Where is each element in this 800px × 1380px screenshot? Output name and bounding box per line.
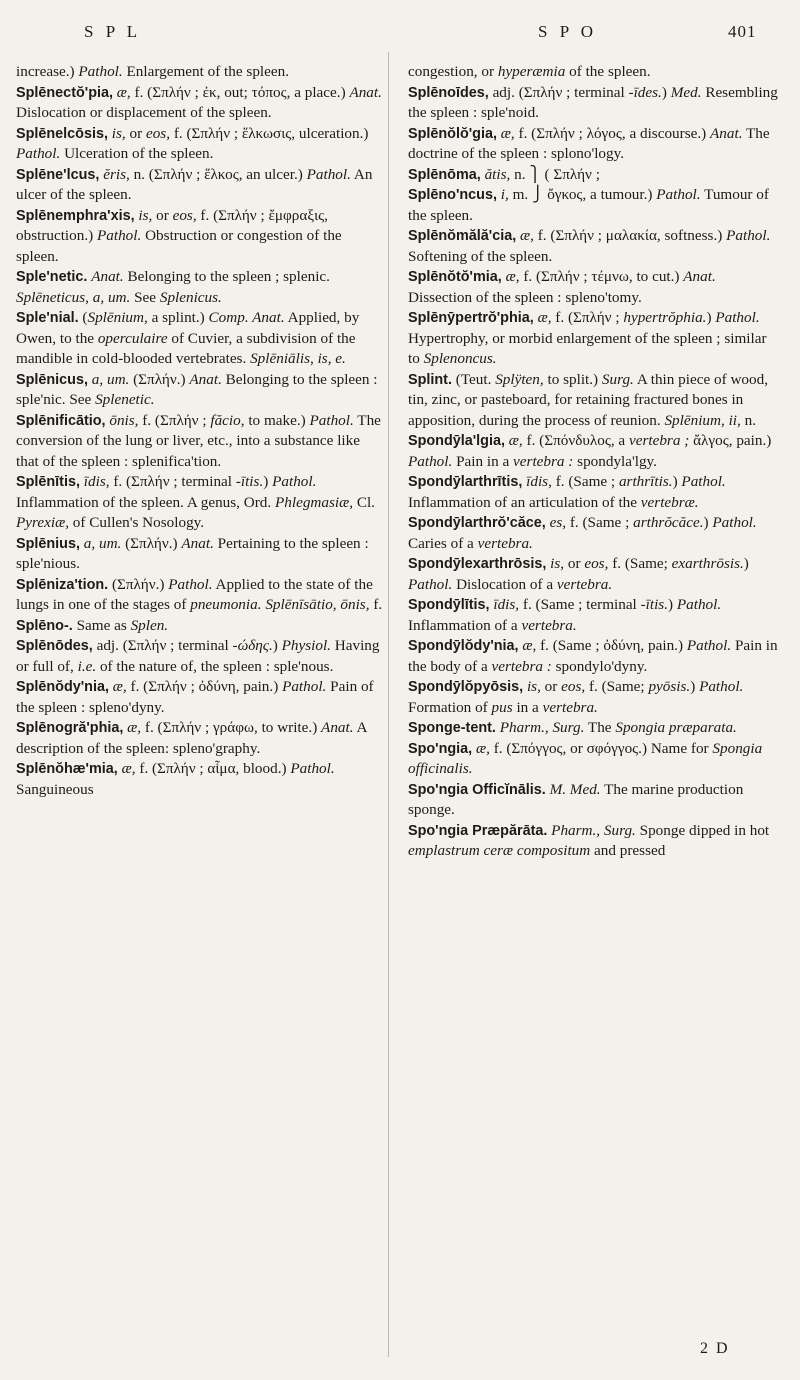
italic-text: æ, <box>127 719 142 736</box>
italic-text: arthrītis. <box>618 473 673 490</box>
headword: Splēnōma, <box>408 166 481 183</box>
dictionary-entry <box>16 677 384 718</box>
entry-text: ) <box>703 514 713 531</box>
italic-text: æ, <box>116 83 131 101</box>
entry-text: The <box>584 719 616 736</box>
right-column <box>408 62 780 862</box>
italic-text: eos, <box>145 124 171 142</box>
headword: Splint. <box>408 371 452 388</box>
italic-text: æ, <box>505 268 520 285</box>
entry-text: (Σπλήν.) <box>121 534 182 552</box>
entry-text: f. (Σπλήν ; μαλακία, softness.) <box>533 227 727 244</box>
entry-text: ( <box>78 309 88 326</box>
italic-text: a, um. <box>91 370 130 388</box>
italic-text: Pathol. <box>699 678 744 695</box>
italic-text: Splen. <box>130 616 169 634</box>
entry-text: f. (Same ; ὀδύνη, pain.) <box>536 637 687 654</box>
entry-text: The marine production sponge. <box>408 780 744 818</box>
entry-text: f. (Σπλήν ; τέμνω, to cut.) <box>519 268 684 285</box>
italic-text: Pathol. <box>272 473 317 490</box>
italic-text: -ītis. <box>640 596 669 613</box>
dictionary-entry <box>16 411 384 473</box>
entry-text: f. (Same ; <box>551 473 619 490</box>
dictionary-entry <box>16 534 384 575</box>
italic-text: is, <box>526 678 541 695</box>
entry-text: Pain in a <box>452 452 514 470</box>
italic-text: īdis, <box>526 473 552 490</box>
header-right: S P O <box>538 22 598 41</box>
italic-text: Pathol. <box>408 452 453 470</box>
entry-text: f. (Same ; <box>566 514 634 531</box>
headword: Splēnemphra'xis, <box>16 207 135 224</box>
italic-text: æ, <box>121 760 136 777</box>
italic-text: Anat. <box>91 268 124 285</box>
headword: Spondȳlŏdy'nia, <box>408 638 519 654</box>
italic-text: īdis, <box>493 596 520 613</box>
headword: Spondȳlexarthrōsis, <box>408 556 547 572</box>
italic-text: -īdes. <box>628 83 662 101</box>
running-header <box>0 22 800 52</box>
italic-text: vertebræ. <box>640 493 699 511</box>
dictionary-entry <box>16 636 384 677</box>
entry-text: spondylo'dyny. <box>551 657 648 675</box>
entry-text: (Σπλήν.) <box>129 370 190 388</box>
italic-text: hypertrŏphia. <box>623 309 707 326</box>
italic-text: Pharm., Surg. <box>551 821 636 839</box>
italic-text: Splēnīsātio, ōnis, <box>265 596 370 613</box>
headword: Spo'ngia Officĭnālis. <box>408 781 546 798</box>
italic-text: pus <box>491 698 513 716</box>
entry-text: Inflammation of an articulation of the <box>408 493 641 511</box>
headword: Splēnȳpertrŏ'phia, <box>408 310 534 326</box>
dictionary-entry <box>16 267 384 308</box>
entry-text: Resembling the spleen : sple'noid. <box>408 83 778 121</box>
italic-text: Pathol. <box>282 678 327 695</box>
entry-text: ἄλγος, pain.) <box>689 432 772 449</box>
italic-text: eos, <box>584 555 609 572</box>
entry-text: f. (Σπλήν ; αἷμα, blood.) <box>135 760 291 777</box>
entry-text: The conversion of the lung or liver, etc., into a substance like that of the spleen : splenifica'tion. <box>16 411 381 470</box>
headword: Splēnicus, <box>16 371 88 388</box>
entry-text: Ulceration of the spleen. <box>60 145 214 162</box>
dictionary-entry <box>16 124 384 165</box>
italic-text: pneumonia. <box>190 596 262 613</box>
headword: Splēnŏhæ'mia, <box>16 761 118 777</box>
italic-text: ătis, <box>484 165 511 183</box>
dictionary-entry <box>16 165 384 206</box>
italic-text: Med. <box>670 83 702 101</box>
italic-text: Spongia præparata. <box>615 719 737 736</box>
dictionary-entry <box>408 780 780 821</box>
entry-text: f. (Σπλήν ; ἕλκωσις, ulceration.) <box>170 124 369 142</box>
entry-text: Pertaining to the spleen : sple'nious. <box>16 534 369 572</box>
entry-text: (Σπλήν.) <box>108 575 169 593</box>
italic-text: vertebra : <box>513 452 574 470</box>
dictionary-entry <box>16 718 384 759</box>
headword: Splēnogră'phia, <box>16 720 124 736</box>
signature-mark: 2 D <box>700 1340 730 1357</box>
italic-text: Pathol. <box>16 145 61 162</box>
entry-text: ) <box>690 678 700 695</box>
italic-text: emplastrum ceræ compositum <box>408 842 591 859</box>
italic-text: Pyrexiæ, <box>16 514 69 531</box>
italic-text: Anat. <box>189 370 222 388</box>
headword: Spondȳlarthrŏ'căce, <box>408 515 546 531</box>
dictionary-entry <box>408 636 780 677</box>
entry-text: An ulcer of the spleen. <box>16 165 373 203</box>
entry-text: Caries of a <box>408 534 478 552</box>
italic-text: Pathol. <box>306 165 351 183</box>
italic-text: vertebra. <box>556 575 613 593</box>
italic-text: vertebra : <box>491 657 552 675</box>
italic-text: vertebra ; <box>628 432 690 449</box>
italic-text: făcio, <box>210 411 245 429</box>
italic-text: Anat. <box>710 124 743 142</box>
italic-text: Pathol. <box>712 514 757 531</box>
entry-text: Having or full of, <box>16 637 380 675</box>
entry-text: of the spleen. <box>565 63 651 80</box>
italic-text: Anat. <box>321 719 354 736</box>
entry-text: f. (Σπλήν ; terminal <box>109 473 236 490</box>
italic-text: Pathol. <box>309 411 354 429</box>
headword: Splēnōdes, <box>16 638 93 654</box>
entry-text: ) <box>263 473 273 490</box>
italic-text: æ, <box>508 432 523 449</box>
headword: Sponge-tent. <box>408 720 496 736</box>
entry-text: f. (Σπλήν ; γράφω, to write.) <box>141 719 322 736</box>
entry-text: ) <box>661 83 671 101</box>
italic-text: Pathol. <box>686 637 732 654</box>
dictionary-entry <box>408 513 780 554</box>
entry-text: increase.) <box>16 63 79 80</box>
headword: Splēnŏdy'nia, <box>16 679 109 695</box>
italic-text: Splÿten, <box>495 370 544 388</box>
italic-text: operculaire <box>97 329 168 347</box>
headword: Splēnītis, <box>16 474 80 490</box>
entry-text: Sanguineous <box>16 780 94 798</box>
entry-text: f. <box>369 596 383 613</box>
dictionary-entry <box>408 62 780 83</box>
entry-text: (Teut. <box>451 370 496 388</box>
italic-text: is, <box>550 555 565 572</box>
entry-text: or <box>125 124 146 142</box>
entry-text: Dislocation of a <box>452 575 557 593</box>
dictionary-entry <box>16 83 384 124</box>
italic-text: Comp. Anat. <box>208 309 285 326</box>
italic-text: i, <box>500 186 509 203</box>
dictionary-entry <box>408 267 780 308</box>
italic-text: pyōsis. <box>648 678 691 695</box>
entry-text: Dissection of the spleen : spleno'tomy. <box>408 288 642 306</box>
headword: Splēnoīdes, <box>408 84 489 101</box>
italic-text: a, um. <box>83 534 122 552</box>
headword: Spondȳlarthrītis, <box>408 474 523 490</box>
italic-text: Pathol. <box>676 596 722 613</box>
italic-text: is, <box>138 206 153 224</box>
entry-text: Enlargement of the spleen. <box>122 63 290 80</box>
header-left: S P L <box>84 22 142 41</box>
dictionary-entry <box>408 226 780 267</box>
headword: Splēno-. <box>16 617 73 634</box>
entry-text: spondyla'lgy. <box>573 452 657 470</box>
headword: Splēnius, <box>16 535 80 552</box>
headword: Spondȳla'lgia, <box>408 433 505 449</box>
headword: Splēne'lcus, <box>16 166 100 183</box>
entry-text: ) <box>668 596 677 613</box>
italic-text: eos, <box>172 206 197 224</box>
italic-text: Pathol. <box>715 309 760 326</box>
entry-text: ) <box>272 637 282 654</box>
italic-text: Pathol. <box>168 575 213 593</box>
italic-text: Pathol. <box>97 227 142 244</box>
entry-text: adj. (Σπλήν ; terminal <box>92 637 233 654</box>
italic-text: exarthrōsis. <box>671 555 744 572</box>
entry-text: ) <box>672 473 682 490</box>
italic-text: Splēnium, <box>87 309 148 326</box>
italic-text: æ, <box>522 637 537 654</box>
headword: Splēno'ncus, <box>408 187 497 203</box>
italic-text: Splēneticus, a, um. <box>16 288 131 306</box>
entry-text: Same as <box>72 616 131 634</box>
entry-text: The doctrine of the spleen : splono'logy. <box>408 124 770 162</box>
entry-text: adj. (Σπλήν ; terminal <box>488 83 629 101</box>
entry-text: Tumour of the spleen. <box>408 186 769 224</box>
italic-text: Pathol. <box>656 186 701 203</box>
italic-text: Anat. <box>349 83 382 101</box>
italic-text: es, <box>549 514 567 531</box>
italic-text: vertebra. <box>521 616 577 634</box>
dictionary-entry <box>408 83 780 124</box>
dictionary-entry <box>16 759 384 800</box>
entry-text: n. (Σπλήν ; ἕλκος, an ulcer.) <box>129 165 307 183</box>
entry-text: Dislocation or displacement of the spleen. <box>16 104 272 121</box>
entry-text: Inflammation of the spleen. A genus, Ord. <box>16 493 275 511</box>
italic-text: ĕris, <box>103 165 130 183</box>
entry-text: Hypertrophy, or morbid enlargement of the spleen ; similar to <box>408 329 767 367</box>
entry-text: f. (Same; <box>608 555 672 572</box>
italic-text: æ, <box>537 309 552 326</box>
headword: Splēnŏtŏ'mia, <box>408 269 502 285</box>
entry-text: Formation of <box>408 698 492 716</box>
entry-text: Obstruction or congestion of the spleen. <box>16 227 342 265</box>
entry-text: or <box>540 678 562 695</box>
italic-text: æ, <box>520 227 534 244</box>
entry-text: Sponge dipped in hot <box>635 821 770 839</box>
italic-text: Anat. <box>181 534 214 552</box>
entry-text: Inflammation of a <box>408 616 522 634</box>
italic-text: Splenicus. <box>159 288 222 306</box>
entry-text: ) <box>706 309 716 326</box>
entry-text: to split.) <box>543 370 602 388</box>
headword: Sple'nial. <box>16 310 79 326</box>
dictionary-entry <box>408 124 780 165</box>
italic-text: æ, <box>475 739 490 757</box>
entry-text: f. (Σπλήν ; ὀδύνη, pain.) <box>126 678 283 695</box>
dictionary-entry <box>16 472 384 534</box>
italic-text: Phlegmasiæ, <box>274 493 354 511</box>
dictionary-entry <box>408 739 780 780</box>
italic-text: vertebra. <box>477 534 533 552</box>
italic-text: -ītis. <box>235 473 264 490</box>
dictionary-entry <box>16 616 384 637</box>
entry-text: to make.) <box>244 411 310 429</box>
entry-text: f. (Same ; terminal <box>519 596 641 613</box>
entry-text: Pain in the body of a <box>408 637 778 675</box>
italic-text: Splēnium, ii, <box>664 411 741 429</box>
entry-text: a splint.) <box>147 309 209 326</box>
italic-text: īdis, <box>83 473 110 490</box>
entry-text: of Cuvier, a subdivision of the mandible in cold-blooded vertebrates. <box>16 329 356 367</box>
entry-text: n. <box>740 411 756 429</box>
entry-text: of Cullen's Nosology. <box>69 514 205 531</box>
page-number: 401 <box>728 22 757 41</box>
entry-text: A description of the spleen: spleno'graphy. <box>16 719 367 757</box>
italic-text: Surg. <box>601 370 634 388</box>
italic-text: Anat. <box>683 268 716 285</box>
entry-text: m. ⎭ ὄγκος, a tumour.) <box>508 186 657 203</box>
dictionary-entry <box>408 677 780 718</box>
italic-text: i.e. <box>77 657 97 675</box>
italic-text: Pathol. <box>290 760 335 777</box>
italic-text: Physiol. <box>281 637 331 654</box>
left-column <box>16 62 384 800</box>
dictionary-entry <box>16 62 384 83</box>
dictionary-entry <box>408 821 780 862</box>
italic-text: hyperæmia <box>497 63 566 80</box>
dictionary-entry <box>408 370 780 432</box>
entry-text: Softening of the spleen. <box>408 247 553 265</box>
headword: Spondȳlītis, <box>408 597 490 613</box>
entry-text: Applied to the state of the lungs in one of the stages of <box>16 575 373 613</box>
dictionary-entry <box>16 206 384 268</box>
dictionary-entry <box>408 431 780 472</box>
headword: Spondȳlŏpyōsis, <box>408 679 524 695</box>
headword: Splēnelcōsis, <box>16 125 108 142</box>
entry-text: of the nature of, the spleen : sple'nous. <box>96 657 334 675</box>
entry-text: f. (Same; <box>585 678 649 695</box>
italic-text: Pathol. <box>408 575 453 593</box>
entry-text: f. (Σπλήν ; λόγος, a discourse.) <box>514 124 711 142</box>
headword: Spo'ngia Præpărāta. <box>408 822 548 839</box>
entry-text: and pressed <box>590 842 666 859</box>
italic-text: -ώδης. <box>232 637 273 654</box>
entry-text: f. (Σπλήν ; ἔμφραξις, obstruction.) <box>16 206 328 244</box>
entry-text: ) <box>743 555 749 572</box>
dictionary-entry <box>408 185 780 226</box>
headword: Splēnectŏ'pia, <box>16 84 113 101</box>
italic-text: ōnis, <box>109 411 139 429</box>
entry-text: n. ⎫ ( Σπλήν ; <box>510 165 600 183</box>
dictionary-entry <box>408 595 780 636</box>
italic-text: M. Med. <box>549 780 601 798</box>
entry-text: f. (Σπόνδυλος, a <box>522 432 629 449</box>
dictionary-entry <box>408 554 780 595</box>
entry-text: Belonging to the spleen ; splenic. <box>123 268 330 285</box>
entry-text: or <box>152 206 173 224</box>
dictionary-entry <box>16 370 384 411</box>
italic-text: Pharm., Surg. <box>499 719 585 736</box>
dictionary-entry <box>408 472 780 513</box>
entry-text: in a <box>512 698 543 716</box>
entry-text: A thin piece of wood, tin, zinc, or pasteboard, for retaining fractured bones in apposition, during the process of reunion. <box>408 370 768 429</box>
italic-text: æ, <box>500 124 515 142</box>
italic-text: Pathol. <box>78 63 123 80</box>
italic-text: eos, <box>561 678 586 695</box>
headword: Spo'ngia, <box>408 740 473 757</box>
entry-text: congestion, or <box>408 63 498 80</box>
dictionary-entry <box>408 165 780 186</box>
italic-text: Spongia officinalis. <box>408 739 763 777</box>
italic-text: arthrŏcăce. <box>633 514 704 531</box>
column-divider <box>388 52 389 1357</box>
entry-text: Applied, by Owen, to the <box>16 309 360 347</box>
headword: Splēnificātio, <box>16 412 106 429</box>
italic-text: Pathol. <box>681 473 726 490</box>
entry-text: f. (Σπόγγος, or σφόγγος.) Name for <box>489 739 713 757</box>
entry-text: f. (Σπλήν ; <box>551 309 624 326</box>
entry-text: Belonging to the spleen : sple'nic. See <box>16 370 378 408</box>
italic-text: æ, <box>112 678 127 695</box>
entry-text: See <box>130 288 160 306</box>
dictionary-entry <box>16 575 384 616</box>
headword: Splēniza'tion. <box>16 576 109 593</box>
headword: Splēnŏlŏ'gia, <box>408 125 497 142</box>
dictionary-entry <box>408 718 780 739</box>
entry-text: f. (Σπλήν ; ἐκ, out; τόπος, a place.) <box>130 83 350 101</box>
italic-text: Splenoncus. <box>423 350 497 367</box>
italic-text: Splēniālis, is, e. <box>250 350 346 367</box>
italic-text: is, <box>111 124 126 142</box>
headword: Splēnŏmălă'cia, <box>408 228 517 244</box>
dictionary-entry <box>408 308 780 370</box>
dictionary-entry <box>16 308 384 370</box>
entry-text: Pain of the spleen : spleno'dyny. <box>16 678 374 716</box>
entry-text: f. (Σπλήν ; <box>138 411 211 429</box>
headword: Sple'netic. <box>16 269 88 285</box>
italic-text: vertebra. <box>542 698 598 716</box>
italic-text: Splenetic. <box>95 391 155 408</box>
italic-text: Pathol. <box>726 227 771 244</box>
entry-text: Cl. <box>353 493 375 511</box>
entry-text: or <box>564 555 585 572</box>
